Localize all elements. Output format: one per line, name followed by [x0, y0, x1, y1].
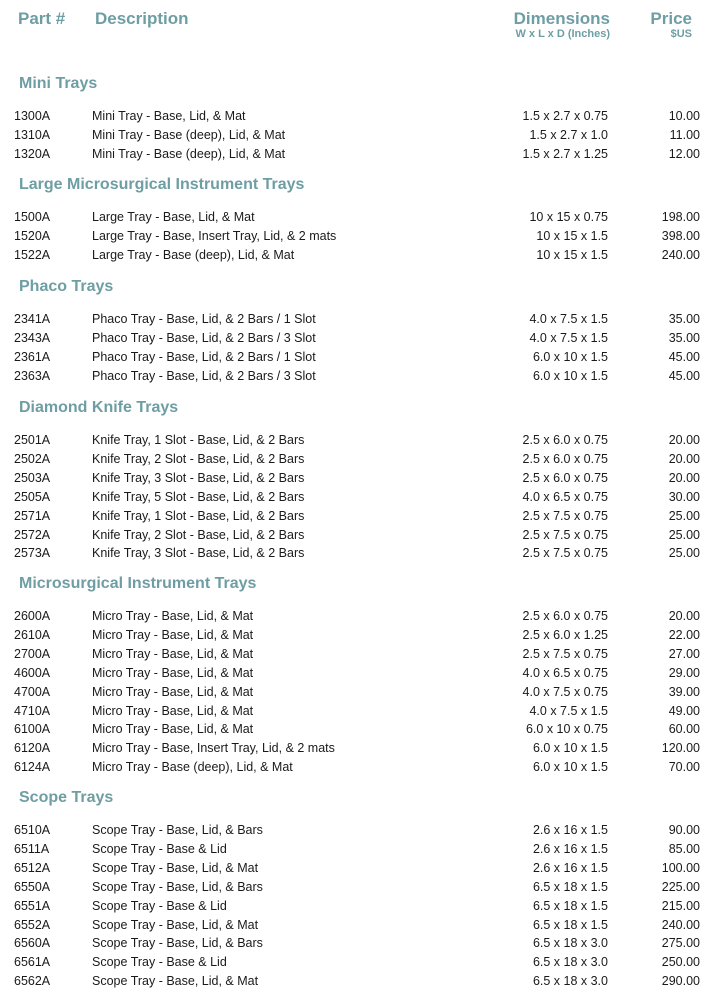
item-dimensions: 10 x 15 x 0.75	[529, 210, 608, 224]
table-row	[0, 607, 720, 626]
part-number: 6100A	[14, 722, 51, 737]
item-dimensions: 10 x 15 x 1.5	[536, 228, 608, 243]
part-number: 2503A	[14, 470, 51, 485]
item-price: 215.00	[661, 898, 700, 913]
part-number: 6562A	[14, 974, 51, 989]
part-number: 6124A	[14, 760, 51, 775]
table-row	[0, 544, 720, 563]
item-price: 290.00	[661, 974, 700, 989]
item-price: 240.00	[661, 247, 700, 262]
part-number: 2505A	[14, 489, 51, 504]
item-dimensions: 2.5 x 7.5 x 0.75	[522, 646, 608, 661]
item-description: Mini Tray - Base (deep), Lid, & Mat	[92, 127, 286, 142]
table-row	[0, 126, 720, 145]
item-price: 25.00	[668, 546, 700, 561]
item-dimensions: 2.5 x 6.0 x 1.25	[522, 627, 608, 642]
item-price: 30.00	[668, 489, 700, 504]
item-description: Phaco Tray - Base, Lid, & 2 Bars / 1 Slot	[92, 312, 316, 326]
item-dimensions: 6.0 x 10 x 0.75	[525, 722, 608, 737]
item-price: 22.00	[668, 627, 700, 642]
item-description: Micro Tray - Base (deep), Lid, & Mat	[92, 760, 293, 775]
item-description: Micro Tray - Base, Lid, & Mat	[92, 609, 254, 623]
item-description: Micro Tray - Base, Lid, & Mat	[92, 646, 254, 661]
item-dimensions: 4.0 x 6.5 x 0.75	[522, 489, 608, 504]
part-number: 2341A	[14, 312, 51, 326]
item-description: Knife Tray, 3 Slot - Base, Lid, & 2 Bars	[92, 470, 305, 485]
item-price: 35.00	[668, 330, 700, 345]
item-price: 27.00	[668, 646, 700, 661]
item-description: Scope Tray - Base, Lid, & Bars	[92, 823, 263, 837]
table-row	[0, 953, 720, 972]
table-row	[0, 208, 720, 227]
item-price: 20.00	[668, 451, 700, 466]
item-description: Phaco Tray - Base, Lid, & 2 Bars / 3 Slot	[92, 368, 316, 383]
part-number: 6561A	[14, 955, 51, 970]
item-description: Scope Tray - Base & Lid	[92, 898, 227, 913]
item-dimensions: 6.5 x 18 x 1.5	[532, 879, 608, 894]
item-price: 60.00	[668, 722, 700, 737]
column-header-dimensions: Dimensions	[513, 9, 610, 28]
item-dimensions: 2.5 x 7.5 x 0.75	[522, 546, 608, 561]
item-description: Scope Tray - Base, Lid, & Mat	[92, 917, 259, 932]
table-row	[0, 469, 720, 488]
item-price: 70.00	[668, 760, 700, 775]
item-dimensions: 6.0 x 10 x 1.5	[532, 760, 608, 775]
section-title: Phaco Trays	[19, 278, 114, 295]
table-row	[0, 758, 720, 777]
item-description: Scope Tray - Base & Lid	[92, 955, 227, 970]
item-price: 49.00	[668, 703, 700, 718]
table-row	[0, 878, 720, 897]
item-dimensions: 4.0 x 7.5 x 1.5	[529, 312, 608, 326]
item-dimensions: 4.0 x 6.5 x 0.75	[522, 665, 608, 680]
column-subheader-dimensions: W x L x D (Inches)	[515, 28, 610, 40]
table-row	[0, 488, 720, 507]
item-dimensions: 6.0 x 10 x 1.5	[532, 741, 608, 756]
item-dimensions: 6.5 x 18 x 3.0	[532, 936, 608, 951]
item-price: 120.00	[661, 741, 700, 756]
part-number: 6560A	[14, 936, 51, 951]
item-dimensions: 2.6 x 16 x 1.5	[532, 841, 608, 856]
item-price: 225.00	[661, 879, 700, 894]
item-dimensions: 6.5 x 18 x 1.5	[532, 898, 608, 913]
item-description: Knife Tray, 2 Slot - Base, Lid, & 2 Bars	[92, 451, 305, 466]
section-title: Diamond Knife Trays	[19, 399, 179, 416]
part-number: 1300A	[14, 109, 51, 123]
part-number: 1522A	[14, 247, 51, 262]
item-price: 240.00	[661, 917, 700, 932]
section-title: Mini Trays	[19, 75, 98, 92]
item-description: Knife Tray, 2 Slot - Base, Lid, & 2 Bars	[92, 527, 305, 542]
table-row	[0, 683, 720, 702]
table-row	[0, 145, 720, 164]
item-price: 20.00	[668, 470, 700, 485]
item-dimensions: 2.5 x 7.5 x 0.75	[522, 508, 608, 523]
item-dimensions: 2.5 x 6.0 x 0.75	[522, 451, 608, 466]
table-row	[0, 246, 720, 265]
table-row	[0, 348, 720, 367]
table-row	[0, 310, 720, 329]
part-number: 2343A	[14, 330, 51, 345]
part-number: 2502A	[14, 451, 51, 466]
part-number: 6511A	[14, 841, 50, 856]
item-description: Mini Tray - Base, Lid, & Mat	[92, 109, 246, 123]
table-row	[0, 739, 720, 758]
item-price: 90.00	[668, 823, 700, 837]
part-number: 1500A	[14, 210, 51, 224]
table-row	[0, 720, 720, 739]
part-number: 2572A	[14, 527, 51, 542]
item-description: Scope Tray - Base & Lid	[92, 841, 227, 856]
item-dimensions: 4.0 x 7.5 x 1.5	[529, 703, 608, 718]
table-row	[0, 934, 720, 953]
item-dimensions: 4.0 x 7.5 x 0.75	[522, 684, 608, 699]
item-price: 25.00	[668, 508, 700, 523]
item-price: 85.00	[668, 841, 700, 856]
item-description: Knife Tray, 1 Slot - Base, Lid, & 2 Bars	[92, 433, 305, 447]
item-dimensions: 4.0 x 7.5 x 1.5	[529, 330, 608, 345]
item-description: Micro Tray - Base, Lid, & Mat	[92, 703, 254, 718]
table-row	[0, 367, 720, 386]
item-description: Scope Tray - Base, Lid, & Mat	[92, 974, 259, 989]
part-number: 6550A	[14, 879, 51, 894]
item-dimensions: 1.5 x 2.7 x 1.25	[522, 146, 608, 161]
item-description: Micro Tray - Base, Insert Tray, Lid, & 2 mats	[92, 741, 335, 756]
table-row	[0, 626, 720, 645]
item-description: Knife Tray, 5 Slot - Base, Lid, & 2 Bars	[92, 489, 305, 504]
item-dimensions: 2.6 x 16 x 1.5	[532, 823, 608, 837]
item-description: Large Tray - Base, Insert Tray, Lid, & 2 mats	[92, 228, 337, 243]
table-row	[0, 227, 720, 246]
part-number: 4710A	[14, 703, 51, 718]
item-description: Micro Tray - Base, Lid, & Mat	[92, 684, 254, 699]
item-dimensions: 10 x 15 x 1.5	[536, 247, 608, 262]
item-description: Large Tray - Base (deep), Lid, & Mat	[92, 247, 295, 262]
item-price: 45.00	[668, 349, 700, 364]
part-number: 2501A	[14, 433, 51, 447]
part-number: 1320A	[14, 146, 51, 161]
part-number: 2600A	[14, 609, 51, 623]
item-dimensions: 2.5 x 6.0 x 0.75	[522, 470, 608, 485]
item-price: 10.00	[668, 109, 700, 123]
part-number: 6120A	[14, 741, 51, 756]
item-description: Micro Tray - Base, Lid, & Mat	[92, 627, 254, 642]
section-title: Large Microsurgical Instrument Trays	[19, 176, 305, 193]
item-dimensions: 1.5 x 2.7 x 0.75	[522, 109, 608, 123]
part-number: 2700A	[14, 646, 51, 661]
column-header-part: Part #	[18, 9, 66, 28]
part-number: 4600A	[14, 665, 51, 680]
table-row	[0, 972, 720, 991]
item-dimensions: 2.5 x 7.5 x 0.75	[522, 527, 608, 542]
item-dimensions: 6.5 x 18 x 3.0	[532, 955, 608, 970]
table-row	[0, 507, 720, 526]
table-row	[0, 431, 720, 450]
item-dimensions: 2.6 x 16 x 1.5	[532, 860, 608, 875]
table-row	[0, 526, 720, 545]
item-price: 398.00	[661, 228, 700, 243]
item-price: 45.00	[668, 368, 700, 383]
item-dimensions: 6.5 x 18 x 3.0	[532, 974, 608, 989]
table-row	[0, 702, 720, 721]
item-description: Mini Tray - Base (deep), Lid, & Mat	[92, 146, 286, 161]
column-subheader-price: $US	[670, 28, 692, 40]
item-price: 275.00	[661, 936, 700, 951]
item-price: 35.00	[668, 312, 700, 326]
item-price: 12.00	[668, 146, 700, 161]
item-dimensions: 2.5 x 6.0 x 0.75	[522, 609, 608, 623]
table-row	[0, 450, 720, 469]
item-description: Micro Tray - Base, Lid, & Mat	[92, 722, 254, 737]
item-description: Large Tray - Base, Lid, & Mat	[92, 210, 255, 224]
table-row	[0, 821, 720, 840]
item-dimensions: 2.5 x 6.0 x 0.75	[522, 433, 608, 447]
part-number: 4700A	[14, 684, 51, 699]
column-header-price: Price	[650, 9, 692, 28]
item-dimensions: 1.5 x 2.7 x 1.0	[529, 127, 608, 142]
part-number: 1310A	[14, 127, 51, 142]
item-price: 11.00	[669, 127, 700, 142]
item-price: 250.00	[661, 955, 700, 970]
item-description: Scope Tray - Base, Lid, & Mat	[92, 860, 259, 875]
column-header-description: Description	[95, 9, 189, 28]
part-number: 2361A	[14, 349, 51, 364]
item-price: 20.00	[668, 433, 700, 447]
table-row	[0, 664, 720, 683]
part-number: 2573A	[14, 546, 51, 561]
table-row	[0, 107, 720, 126]
item-price: 20.00	[668, 609, 700, 623]
item-description: Knife Tray, 3 Slot - Base, Lid, & 2 Bars	[92, 546, 305, 561]
item-dimensions: 6.0 x 10 x 1.5	[532, 368, 608, 383]
part-number: 6512A	[14, 860, 51, 875]
table-row	[0, 840, 720, 859]
table-row	[0, 645, 720, 664]
section-title: Microsurgical Instrument Trays	[19, 575, 257, 592]
item-price: 39.00	[668, 684, 700, 699]
part-number: 6551A	[14, 898, 51, 913]
item-description: Micro Tray - Base, Lid, & Mat	[92, 665, 254, 680]
section-title: Scope Trays	[19, 789, 114, 806]
part-number: 2571A	[14, 508, 51, 523]
part-number: 2610A	[14, 627, 51, 642]
table-row	[0, 329, 720, 348]
item-description: Scope Tray - Base, Lid, & Bars	[92, 936, 263, 951]
item-description: Phaco Tray - Base, Lid, & 2 Bars / 3 Slot	[92, 330, 316, 345]
item-dimensions: 6.5 x 18 x 1.5	[532, 917, 608, 932]
part-number: 2363A	[14, 368, 51, 383]
part-number: 6552A	[14, 917, 51, 932]
table-row	[0, 859, 720, 878]
item-description: Scope Tray - Base, Lid, & Bars	[92, 879, 263, 894]
part-number: 6510A	[14, 823, 51, 837]
table-row	[0, 897, 720, 916]
item-description: Phaco Tray - Base, Lid, & 2 Bars / 1 Slot	[92, 349, 316, 364]
item-price: 25.00	[668, 527, 700, 542]
table-row	[0, 916, 720, 935]
item-description: Knife Tray, 1 Slot - Base, Lid, & 2 Bars	[92, 508, 305, 523]
part-number: 1520A	[14, 228, 51, 243]
item-price: 198.00	[661, 210, 700, 224]
item-price: 29.00	[668, 665, 700, 680]
item-price: 100.00	[661, 860, 700, 875]
item-dimensions: 6.0 x 10 x 1.5	[532, 349, 608, 364]
